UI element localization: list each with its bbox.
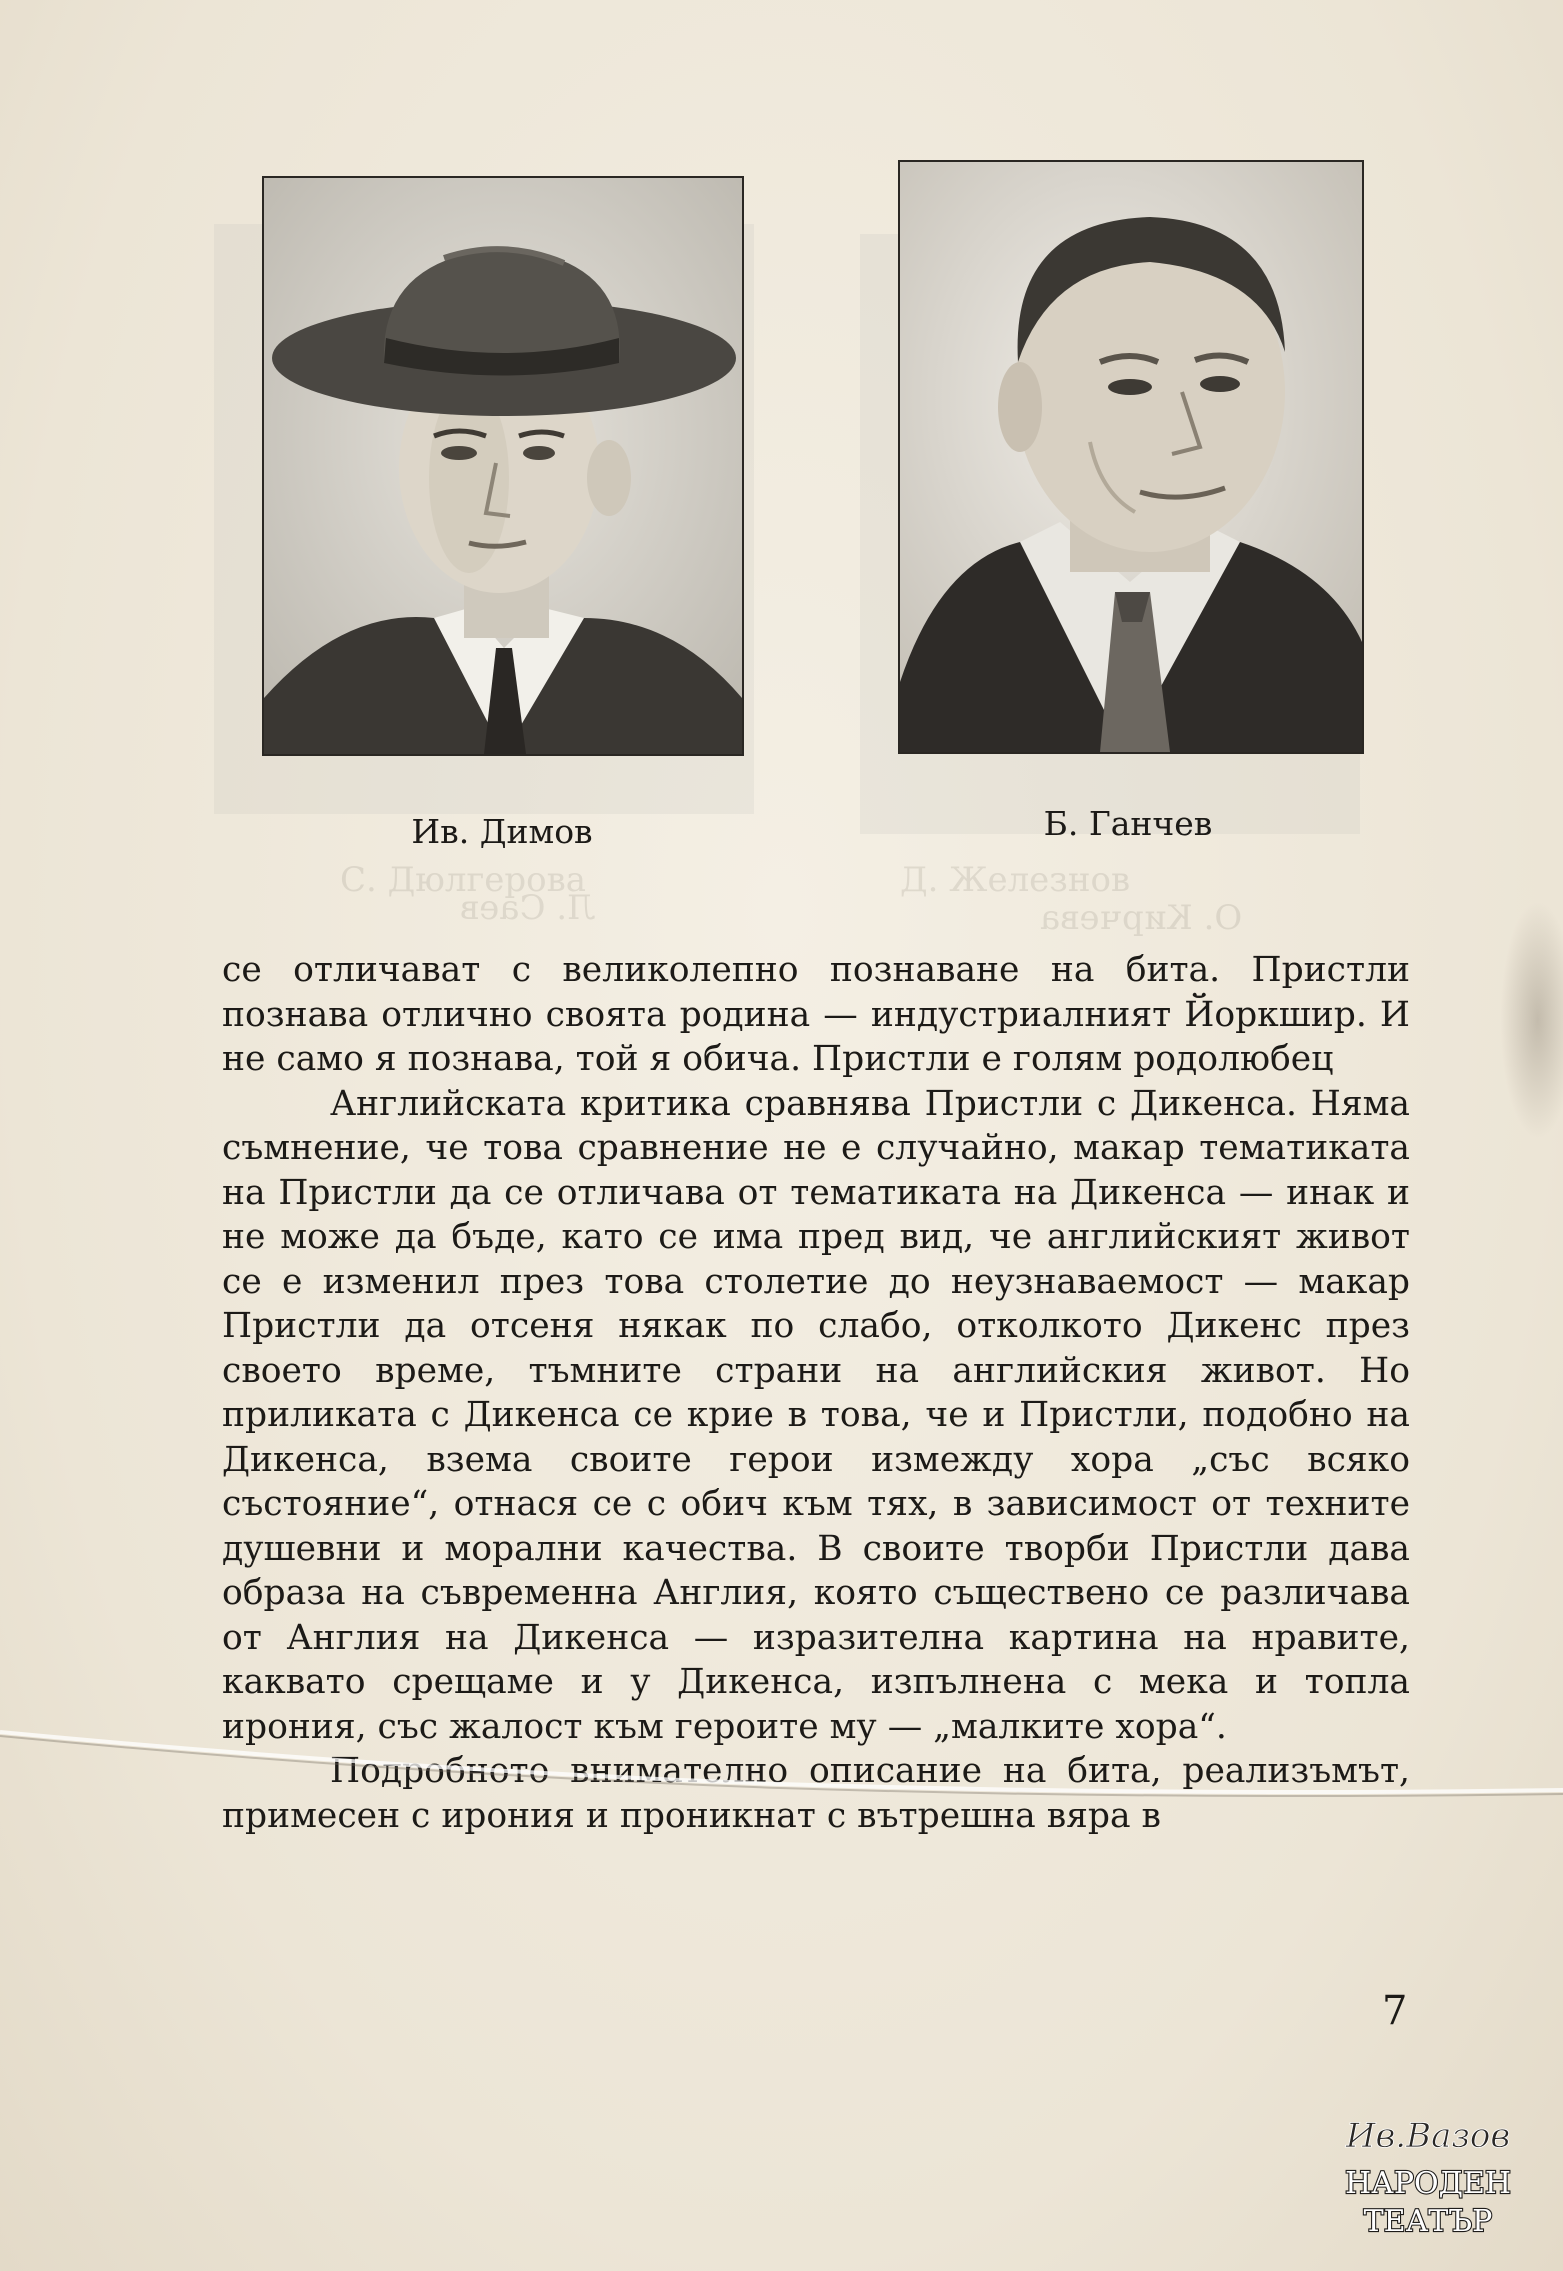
logo-line1: НАРОДЕН — [1344, 2166, 1512, 2201]
paragraph: се отличават с великолепно познаване на бита. Пристли познава отлично своята родина — индустриалният Йоркшир. И не само я познава, той я обича. Пристли е голям родолюбец — [222, 950, 1410, 1079]
paragraph: Подробното внимателно описание на бита, реализъмът, примесен с ирония и проникнат с вътрешна вяра в — [222, 1751, 1410, 1836]
paragraph: Английската критика сравнява Пристли с Дикенса. Няма съмнение, че това сравнение не е случайно, макар тематиката на Пристли да се отличава от тематиката на Дикенса — инак и не може да бъде, като се има пред вид, че английският живот се е изменил през това столетие до неузнаваемост — макар Пристли да отсеня някак по слабо, отколкото Дикенс през своето време, тъмните страни на английския живот. Но приликата с Дикенса се крие в това, че и Пристли, подобно на Дикенса, взема своите герои измежду хора „със всяко състояние“, отнася се с обич към тях, в зависимост от техните душевни и морални качества. В своите творби Пристли дава образа на съвременна Англия, която съществено се различава от Англия на Дикенса — изразителна картина на нравите, каквато срещаме и у Дикенса, изпълнена с мека и топла ирония, със жалост към героите му — „малките хора“. — [222, 1083, 1410, 1747]
paper-crease — [0, 1720, 1563, 1810]
national-theater-logo — [1340, 2105, 1515, 2255]
bleed-through-text: С. Дюлгерова — [340, 860, 587, 900]
paper-stain — [1500, 900, 1563, 1140]
logo-script: Ив.Вазов — [1345, 2116, 1511, 2156]
bleed-through-text: О. Кирчева — [1040, 898, 1243, 938]
logo-line2: ТЕАТЪР — [1363, 2204, 1493, 2239]
portrait-man-with-hat-icon — [264, 178, 742, 754]
bleed-through-text: Л. Саев — [460, 888, 596, 928]
portrait-photo-right — [898, 160, 1364, 754]
portrait-man-in-suit-icon — [900, 162, 1362, 752]
body-text — [222, 948, 1410, 1838]
page-number: 7 — [1382, 1988, 1408, 2034]
portrait-photo-left — [262, 176, 744, 756]
portrait-caption-right: Б. Ганчев — [1043, 804, 1213, 843]
portrait-caption-left: Ив. Димов — [411, 812, 593, 851]
bleed-through-text: Д. Железнов — [900, 860, 1131, 900]
